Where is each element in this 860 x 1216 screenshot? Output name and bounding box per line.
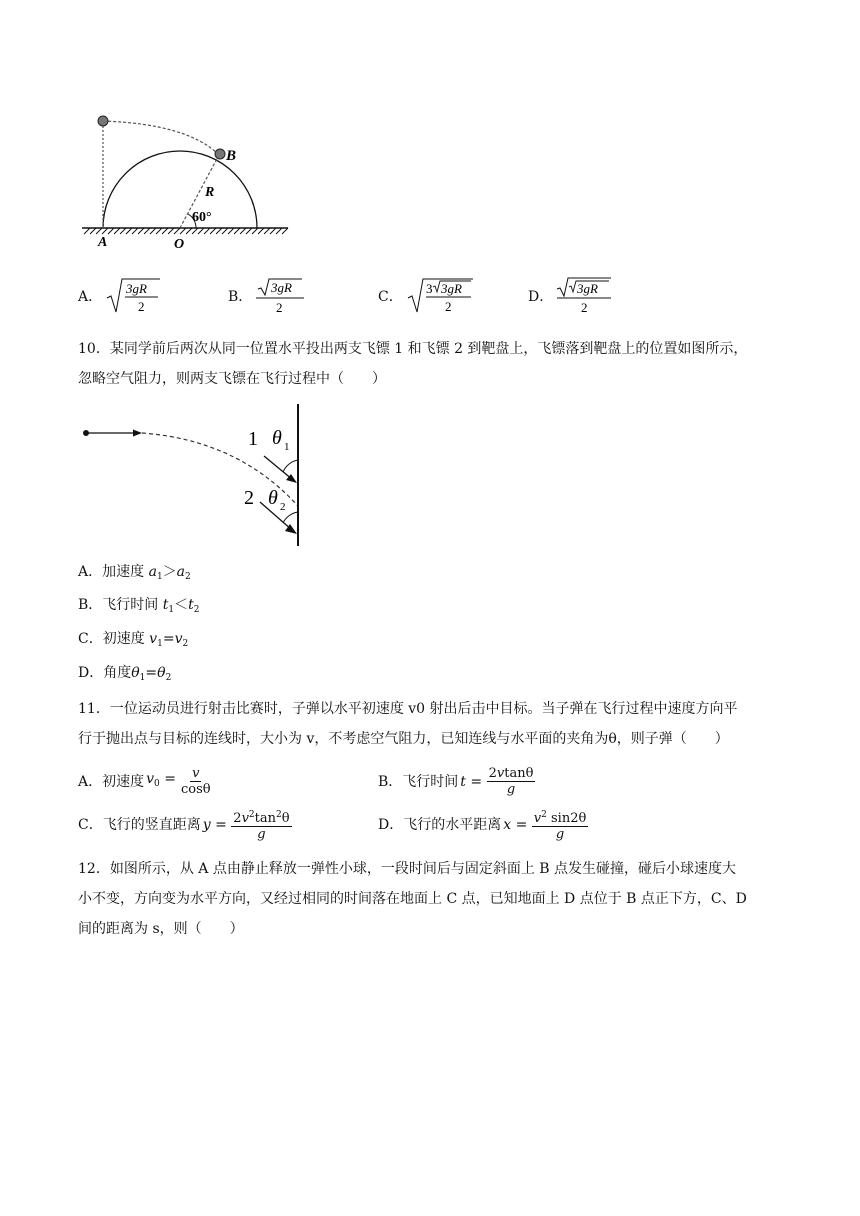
- q9-figure: [78, 108, 298, 258]
- q11-option-a[interactable]: A． 初速度 $v_0$ = $\frac{v}{\cos\theta}$: [78, 766, 211, 797]
- svg-text:3: 3: [425, 281, 433, 296]
- label-O: O: [174, 237, 185, 252]
- q10-stem-line1: 10．某同学前后两次从同一位置水平投出两支飞镖 1 和飞镖 2 到靶盘上，飞镖落到靶盘上的位置如图所示，: [78, 341, 748, 357]
- q11-stem-line1: 11．一位运动员进行射击比赛时，子弹以水平初速度 v0 射出后击中目标。当子弹在飞行过程中速度方向平: [78, 701, 738, 717]
- q11-option-c[interactable]: C． 飞行的竖直距离 y = $\frac{2v^2\tan^2\theta}{g}$: [78, 810, 290, 842]
- q12-stem: [78, 854, 784, 944]
- svg-text:2: 2: [138, 299, 145, 314]
- label-A: A: [98, 235, 108, 250]
- q12-stem-line1: 12．如图所示，从 A 点由静止释放一弹性小球，一段时间后与固定斜面上 B 点发生碰撞，碰后小球速度大: [78, 861, 737, 877]
- q11-stem: [78, 694, 784, 754]
- q10-stem-line2: 忽略空气阻力，则两支飞镖在飞行过程中（ ）: [78, 371, 386, 387]
- svg-text:1: 1: [284, 441, 290, 453]
- q10-option-a[interactable]: A．加速度 $a_1>a_2$: [78, 564, 191, 582]
- q12-stem-line2: 小不变，方向变为水平方向，又经过相同的时间落在地面上 C 点，已知地面上 D 点位于 B 点正下方，C、D: [78, 891, 747, 907]
- theta2-label: θ: [268, 487, 278, 509]
- svg-text:2: 2: [581, 300, 588, 315]
- label-B: B: [226, 148, 237, 164]
- option-letter: A．: [78, 289, 103, 305]
- label-R: R: [205, 185, 215, 200]
- q11-option-d[interactable]: D． 飞行的水平距离 x = $\frac{v^2 \sin 2\theta}{g}$: [378, 810, 587, 842]
- option-letter: C．: [378, 289, 403, 305]
- q10-figure: [78, 400, 318, 550]
- option-letter: D．: [528, 289, 554, 305]
- q10-option-c[interactable]: C．初速度 $v_1=v_2$: [78, 631, 189, 649]
- svg-text:3gR: 3gR: [440, 281, 462, 296]
- q11-option-b[interactable]: B． 飞行时间 t = $\frac{2vtan\theta}{g}$: [378, 766, 534, 797]
- q11-stem-line2: 行于抛出点与目标的连线时，大小为 v，不考虑空气阻力，已知连线与水平面的夹角为θ，则子弹（ ）: [78, 731, 729, 747]
- theta1-label: θ: [272, 427, 282, 449]
- svg-text:3gR: 3gR: [577, 281, 599, 296]
- label-angle: 60°: [192, 210, 212, 225]
- sqrt-expression: [555, 276, 615, 316]
- q9-option-b[interactable]: [228, 276, 306, 316]
- svg-text:2: 2: [276, 300, 283, 315]
- q9-option-d[interactable]: [528, 276, 615, 316]
- q9-option-c[interactable]: [378, 276, 475, 316]
- svg-text:2: 2: [444, 299, 452, 314]
- sqrt-expression: [405, 276, 475, 316]
- q10-stem: [78, 334, 784, 394]
- svg-text:3gR: 3gR: [126, 281, 148, 296]
- q12-stem-line3: 间的距离为 s，则（ ）: [78, 921, 244, 937]
- dart1-label: 1: [248, 428, 258, 450]
- q10-option-d[interactable]: D．角度$\theta_1=\theta_2$: [78, 665, 172, 683]
- dart2-label: 2: [244, 487, 254, 509]
- q10-option-b[interactable]: B．飞行时间 $t_1<t_2$: [78, 597, 200, 615]
- svg-text:2: 2: [280, 501, 286, 513]
- svg-text:3gR: 3gR: [271, 280, 293, 295]
- q9-option-a[interactable]: [78, 276, 162, 316]
- sqrt-expression: [254, 276, 306, 316]
- sqrt-expression: [104, 276, 162, 316]
- option-letter: B．: [228, 289, 253, 305]
